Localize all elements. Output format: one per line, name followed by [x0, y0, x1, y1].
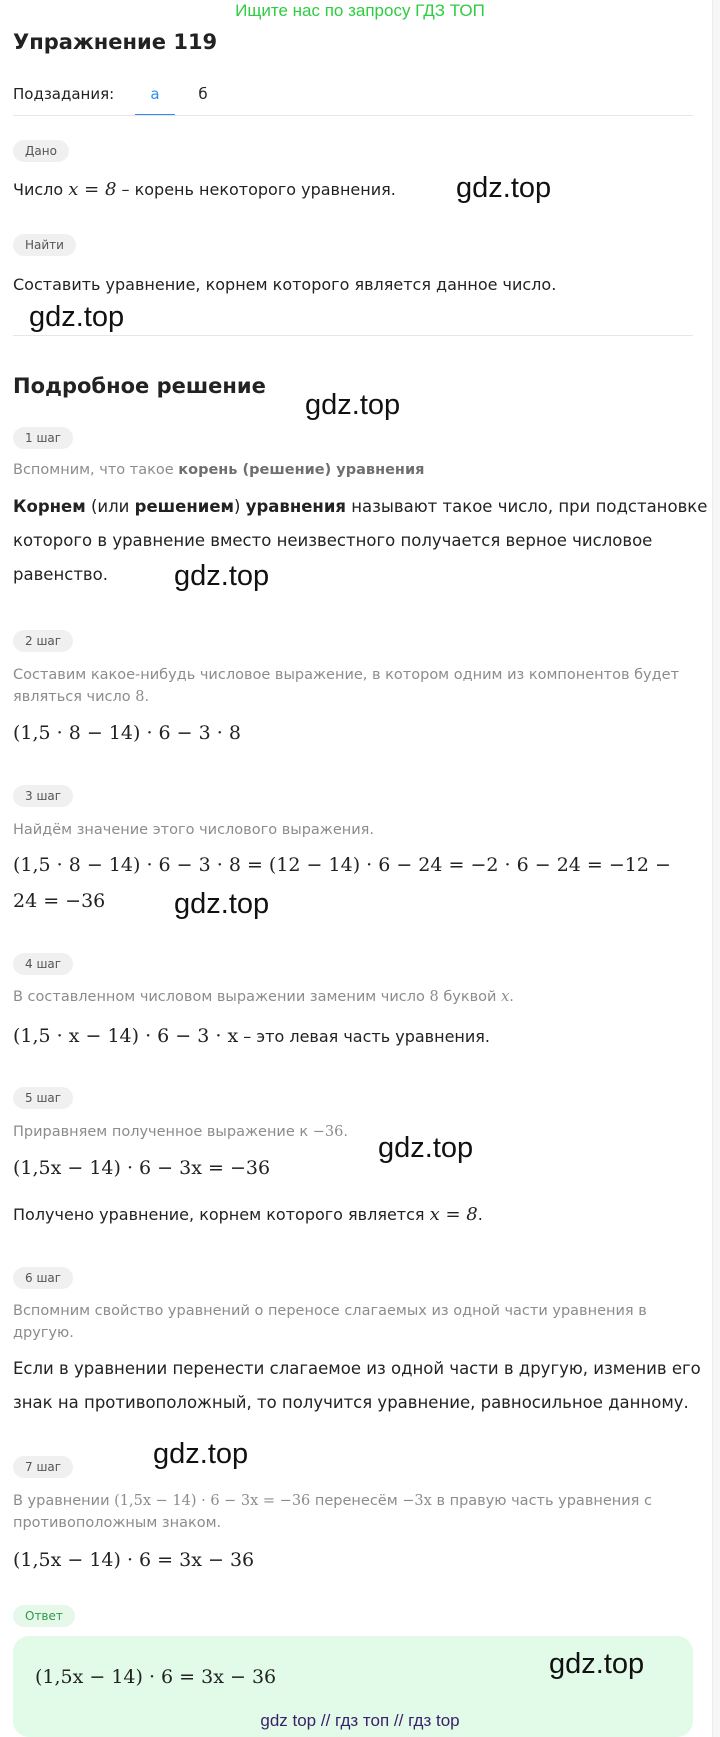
watermark: gdz.top — [29, 301, 125, 333]
watermark: gdz.top — [456, 172, 552, 204]
tabs-divider — [13, 115, 693, 116]
step-1-hint: Вспомним, что такое корень (решение) уравнения — [13, 462, 425, 478]
find-text: Составить уравнение, корнем которого является данное число. — [13, 275, 557, 294]
watermark: gdz.top — [378, 1132, 474, 1164]
step-7-hint: В уравнении (1,5x − 14) · 6 − 3x = −36 перенесём −3x в правую часть уравнения с противоположным знаком. — [13, 1493, 652, 1531]
footer-links: gdz top // гдз топ // гдз top — [260, 1711, 460, 1730]
tab-a[interactable]: а — [150, 85, 160, 103]
step-5-badge: 5 шаг — [13, 1087, 73, 1109]
step-1-body: Корнем (или решением) уравнения называют такое число, при подстановке которого в уравнение вместо неизвестного получается верное числовое равенство. — [13, 497, 708, 584]
watermark: gdz.top — [305, 389, 401, 421]
footer-link-gdz-top-mixed[interactable]: гдз top — [408, 1711, 460, 1730]
step-6-badge: 6 шаг — [13, 1267, 73, 1289]
tab-b[interactable]: б — [198, 85, 208, 103]
step-5-hint: Приравняем полученное выражение к −36. — [13, 1124, 348, 1140]
step-2-math: (1,5 · 8 − 14) · 6 − 3 · 8 — [13, 722, 241, 744]
section-divider — [13, 335, 693, 336]
watermark: gdz.top — [174, 560, 270, 592]
watermark: gdz.top — [549, 1648, 645, 1680]
top-banner[interactable]: Ищите нас по запросу ГДЗ ТОП — [235, 1, 485, 20]
find-badge: Найти — [13, 234, 76, 256]
page-title: Упражнение 119 — [13, 30, 218, 54]
step-2-hint: Составим какое-нибудь числовое выражение, в котором одним из компонентов будет являться число 8. — [13, 667, 680, 705]
step-4-badge: 4 шаг — [13, 953, 73, 975]
step-4-hint: В составленном числовом выражении заменим число 8 буквой x. — [13, 989, 514, 1005]
subtasks-label: Подзадания: — [13, 85, 115, 103]
given-badge: Дано — [13, 140, 69, 162]
step-2-badge: 2 шаг — [13, 630, 73, 652]
scrollbar[interactable] — [712, 0, 720, 1737]
answer-badge: Ответ — [13, 1605, 75, 1627]
solution-title: Подробное решение — [13, 374, 266, 398]
given-math: x = 8 — [68, 179, 117, 200]
step-3-hint: Найдём значение этого числового выражения. — [13, 822, 374, 838]
step-4-math: (1,5 · x − 14) · 6 − 3 · x – это левая часть уравнения. — [13, 1025, 490, 1047]
given-text: Число x = 8 – корень некоторого уравнения. — [13, 179, 396, 200]
step-3-math-line-1: (1,5 · 8 − 14) · 6 − 3 · 8 = (12 − 14) · 6 − 24 = −2 · 6 − 24 = −12 − — [13, 854, 671, 876]
answer-math: (1,5x − 14) · 6 = 3x − 36 — [35, 1666, 277, 1688]
step-1-badge: 1 шаг — [13, 427, 73, 449]
step-7-badge: 7 шаг — [13, 1456, 73, 1478]
step-3-math-line-2: 24 = −36 — [13, 890, 106, 912]
step-5-result: Получено уравнение, корнем которого является x = 8. — [13, 1204, 483, 1225]
watermark: gdz.top — [174, 888, 270, 920]
footer-link-gdz-top-ru[interactable]: гдз топ — [335, 1711, 390, 1730]
step-6-hint: Вспомним свойство уравнений о переносе слагаемых из одной части уравнения в другую. — [13, 1303, 647, 1341]
step-5-math: (1,5x − 14) · 6 − 3x = −36 — [13, 1157, 271, 1179]
step-6-body: Если в уравнении перенести слагаемое из одной части в другую, изменив его знак на противоположный, то получится уравнение, равносильное данному. — [13, 1359, 701, 1412]
footer-link-gdz-top[interactable]: gdz top — [260, 1711, 317, 1730]
watermark: gdz.top — [153, 1438, 249, 1470]
step-7-math: (1,5x − 14) · 6 = 3x − 36 — [13, 1549, 255, 1571]
step-3-badge: 3 шаг — [13, 785, 73, 807]
